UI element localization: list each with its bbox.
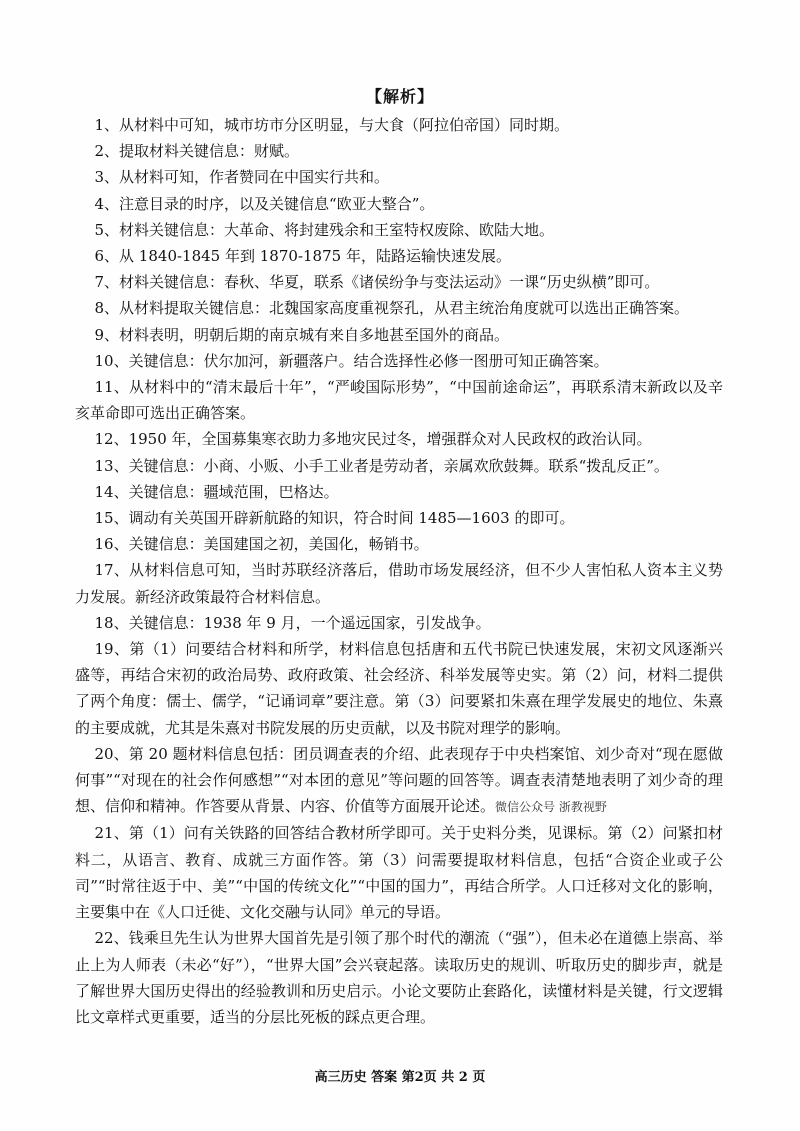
answer-paragraph-11: [75, 374, 723, 426]
answer-text: 2、提取材料关键信息：财赋。: [94, 142, 300, 161]
answer-text: 22、钱乘旦先生认为世界大国首先是引领了那个时代的潮流（“强”），但未必在道德上崇高、举止上为人师表（未必“好”），“世界大国”会兴衰起落。读取历史的规训、听取历史的脚步声，就是了解世界大国历史得出的经验教训和历史启示。小论文要防止套路化，读懂材料是关键，行文逻辑比文章样式更重要，适当的分层比死板的踩点更合理。: [75, 929, 723, 1026]
answer-text: 6、从 1840-1845 年到 1870-1875 年，陆路运输快速发展。: [94, 247, 511, 266]
answer-paragraph-3: [75, 164, 723, 190]
answer-paragraph-2: [75, 138, 723, 164]
answer-text: 8、从材料提取关键信息：北魏国家高度重视祭孔，从君主统治角度就可以选出正确答案。: [94, 299, 690, 318]
answer-paragraph-8: [75, 295, 723, 321]
answer-paragraph-21: [75, 820, 723, 925]
answer-paragraph-13: [75, 453, 723, 479]
answer-text: 1、从材料中可知，城市坊市分区明显，与大食（阿拉伯帝国）同时期。: [94, 116, 570, 134]
analysis-heading: 【解析】: [365, 87, 434, 106]
answer-text: 19、第（1）问要结合材料和所学，材料信息包括唐和五代书院已快速发展，宋初文风逐渐兴盛等，再结合宋初的政治局势、政府政策、社会经济、科举发展等史实。第（2）问，材料二提供了两个角度：儒士、儒学，“记诵词章”要注意。第（3）问要紧扣朱熹在理学发展史的地位、朱熹的主要成就，尤其是朱熹对书院发展的历史贡献，以及书院对理学的影响。: [75, 640, 723, 737]
answer-paragraph-19: [75, 636, 723, 741]
page-footer: 高三历史 答案 第2页 共 2 页: [314, 1070, 486, 1085]
answer-paragraph-6: [75, 243, 723, 269]
answer-text: 14、关键信息：疆域范围，巴格达。: [94, 482, 339, 501]
answer-paragraph-4: [75, 191, 723, 217]
watermark-text: 微信公众号 浙教视野: [495, 800, 607, 815]
answer-text: 18、关键信息：1938 年 9 月，一个遥远国家，引发战争。: [94, 613, 491, 632]
analysis-body: [75, 112, 723, 1030]
answer-paragraph-14: [75, 479, 723, 505]
answer-paragraph-18: [75, 610, 723, 636]
answer-paragraph-10: [75, 348, 723, 374]
answer-paragraph-20: [75, 741, 723, 821]
answer-paragraph-16: [75, 531, 723, 557]
answer-text: 10、关键信息：伏尔加河，新疆落户。结合选择性必修一图册可知正确答案。: [94, 351, 609, 370]
answer-paragraph-17: [75, 557, 723, 609]
answer-paragraph-7: [75, 269, 723, 295]
answer-paragraph-5: [75, 217, 723, 243]
answer-text: 20、第 20 题材料信息包括：团员调查表的介绍、此表现存于中央档案馆、刘少奇对“现在愿做何事”“对现在的社会作何感想”“对本团的意见”等问题的回答等。调查表清楚地表明了刘少奇的理想、信仰和精神。作答要从背景、内容、价值等方面展开论述。: [75, 744, 723, 816]
answer-paragraph-12: [75, 426, 723, 452]
answer-text: 5、材料关键信息：大革命、将封建残余和王室特权废除、欧陆大地。: [94, 220, 555, 239]
answer-text: 15、调动有关英国开辟新航路的知识，符合时间 1485—1603 的即可。: [94, 509, 575, 528]
answer-text: 12、1950 年，全国募集寒衣助力多地灾民过冬，增强群众对人民政权的政治认同。: [94, 430, 652, 449]
answer-paragraph-1: [75, 112, 723, 138]
answer-paragraph-9: [75, 322, 723, 348]
answer-text: 16、关键信息：美国建国之初，美国化，畅销书。: [94, 535, 429, 554]
answer-text: 3、从材料可知，作者赞同在中国实行共和。: [94, 168, 390, 187]
answer-text: 13、关键信息：小商、小贩、小手工业者是劳动者，亲属欢欣鼓舞。联系“拨乱反正”。: [94, 456, 669, 475]
answer-text: 17、从材料信息可知，当时苏联经济落后，借助市场发展经济，但不少人害怕私人资本主义势力发展。新经济政策最符合材料信息。: [75, 561, 723, 606]
answer-text: 4、注意目录的时序，以及关键信息“欧亚大整合”。: [94, 194, 435, 213]
answer-text: 7、材料关键信息：春秋、华夏，联系《诸侯纷争与变法运动》一课“历史纵横”即可。: [94, 273, 660, 292]
answer-text: 9、材料表明，明朝后期的南京城有来自多地甚至国外的商品。: [94, 325, 510, 344]
answer-paragraph-22: [75, 925, 723, 1030]
answer-text: 11、从材料中的“清末最后十年”，“严峻国际形势”，“中国前途命运”，再联系清末新政以及辛亥革命即可选出正确答案。: [75, 378, 723, 423]
answer-paragraph-15: [75, 505, 723, 531]
answer-text: 21、第（1）问有关铁路的回答结合教材所学即可。关于史料分类，见课标。第（2）问紧扣材料二，从语言、教育、成就三方面作答。第（3）问需要提取材料信息，包括“合资企业或子公司”“时常往返于中、美”“中国的传统文化”“中国的国力”，再结合所学。人口迁移对文化的影响，主要集中在《人口迁徙、文化交融与认同》单元的导语。: [75, 824, 723, 922]
